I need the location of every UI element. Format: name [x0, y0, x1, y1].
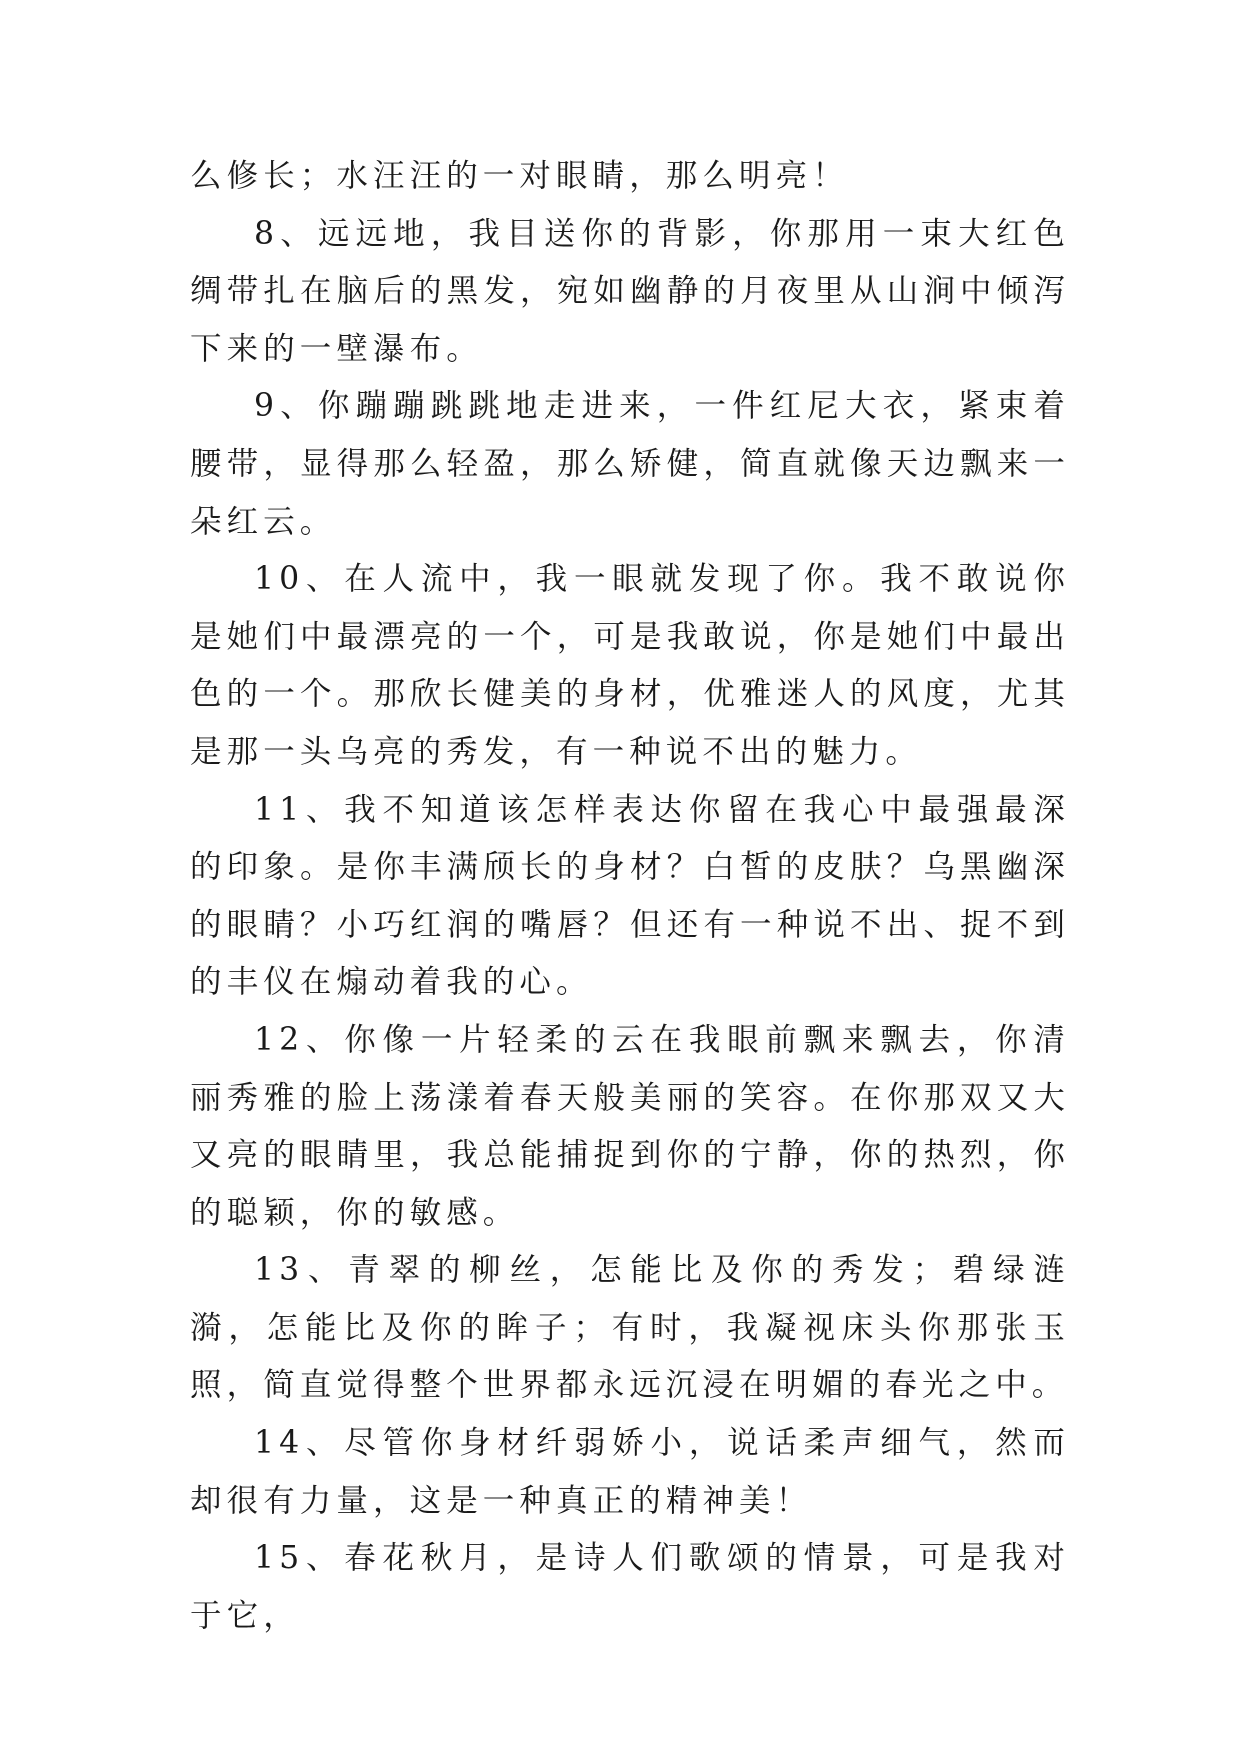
- paragraph-12: 12、你像一片轻柔的云在我眼前飘来飘去，你清丽秀雅的脸上荡漾着春天般美丽的笑容。在你那双又大又亮的眼睛里，我总能捕捉到你的宁静，你的热烈，你的聪颖，你的敏感。: [190, 1021, 1070, 1231]
- paragraph-15: 15、春花秋月，是诗人们歌颂的情景，可是我对于它，: [190, 1540, 1070, 1634]
- paragraph-8: 8、远远地，我目送你的背影，你那用一束大红色绸带扎在脑后的黑发，宛如幽静的月夜里从山涧中倾泻下来的一壁瀑布。: [190, 215, 1070, 367]
- paragraph-13: 13、青翠的柳丝，怎能比及你的秀发；碧绿涟漪，怎能比及你的眸子；有时，我凝视床头你那张玉照，简直觉得整个世界都永远沉浸在明媚的春光之中。: [190, 1252, 1070, 1404]
- body-text: [190, 148, 1070, 1645]
- paragraph-continued: 么修长；水汪汪的一对眼睛，那么明亮！: [190, 158, 849, 194]
- paragraph-9: 9、你蹦蹦跳跳地走进来，一件红尼大衣，紧束着腰带，显得那么轻盈，那么矫健，简直就像天边飘来一朵红云。: [190, 388, 1070, 540]
- paragraph-10: 10、在人流中，我一眼就发现了你。我不敢说你是她们中最漂亮的一个，可是我敢说，你是她们中最出色的一个。那欣长健美的身材，优雅迷人的风度，尤其是那一头乌亮的秀发，有一种说不出的魅力。: [190, 561, 1070, 770]
- paragraph-11: 11、我不知道该怎样表达你留在我心中最强最深的印象。是你丰满颀长的身材？白皙的皮肤？乌黑幽深的眼睛？小巧红润的嘴唇？但还有一种说不出、捉不到的丰仪在煽动着我的心。: [190, 791, 1070, 1001]
- paragraph-14: 14、尽管你身材纤弱娇小，说话柔声细气，然而却很有力量，这是一种真正的精神美！: [190, 1425, 1070, 1519]
